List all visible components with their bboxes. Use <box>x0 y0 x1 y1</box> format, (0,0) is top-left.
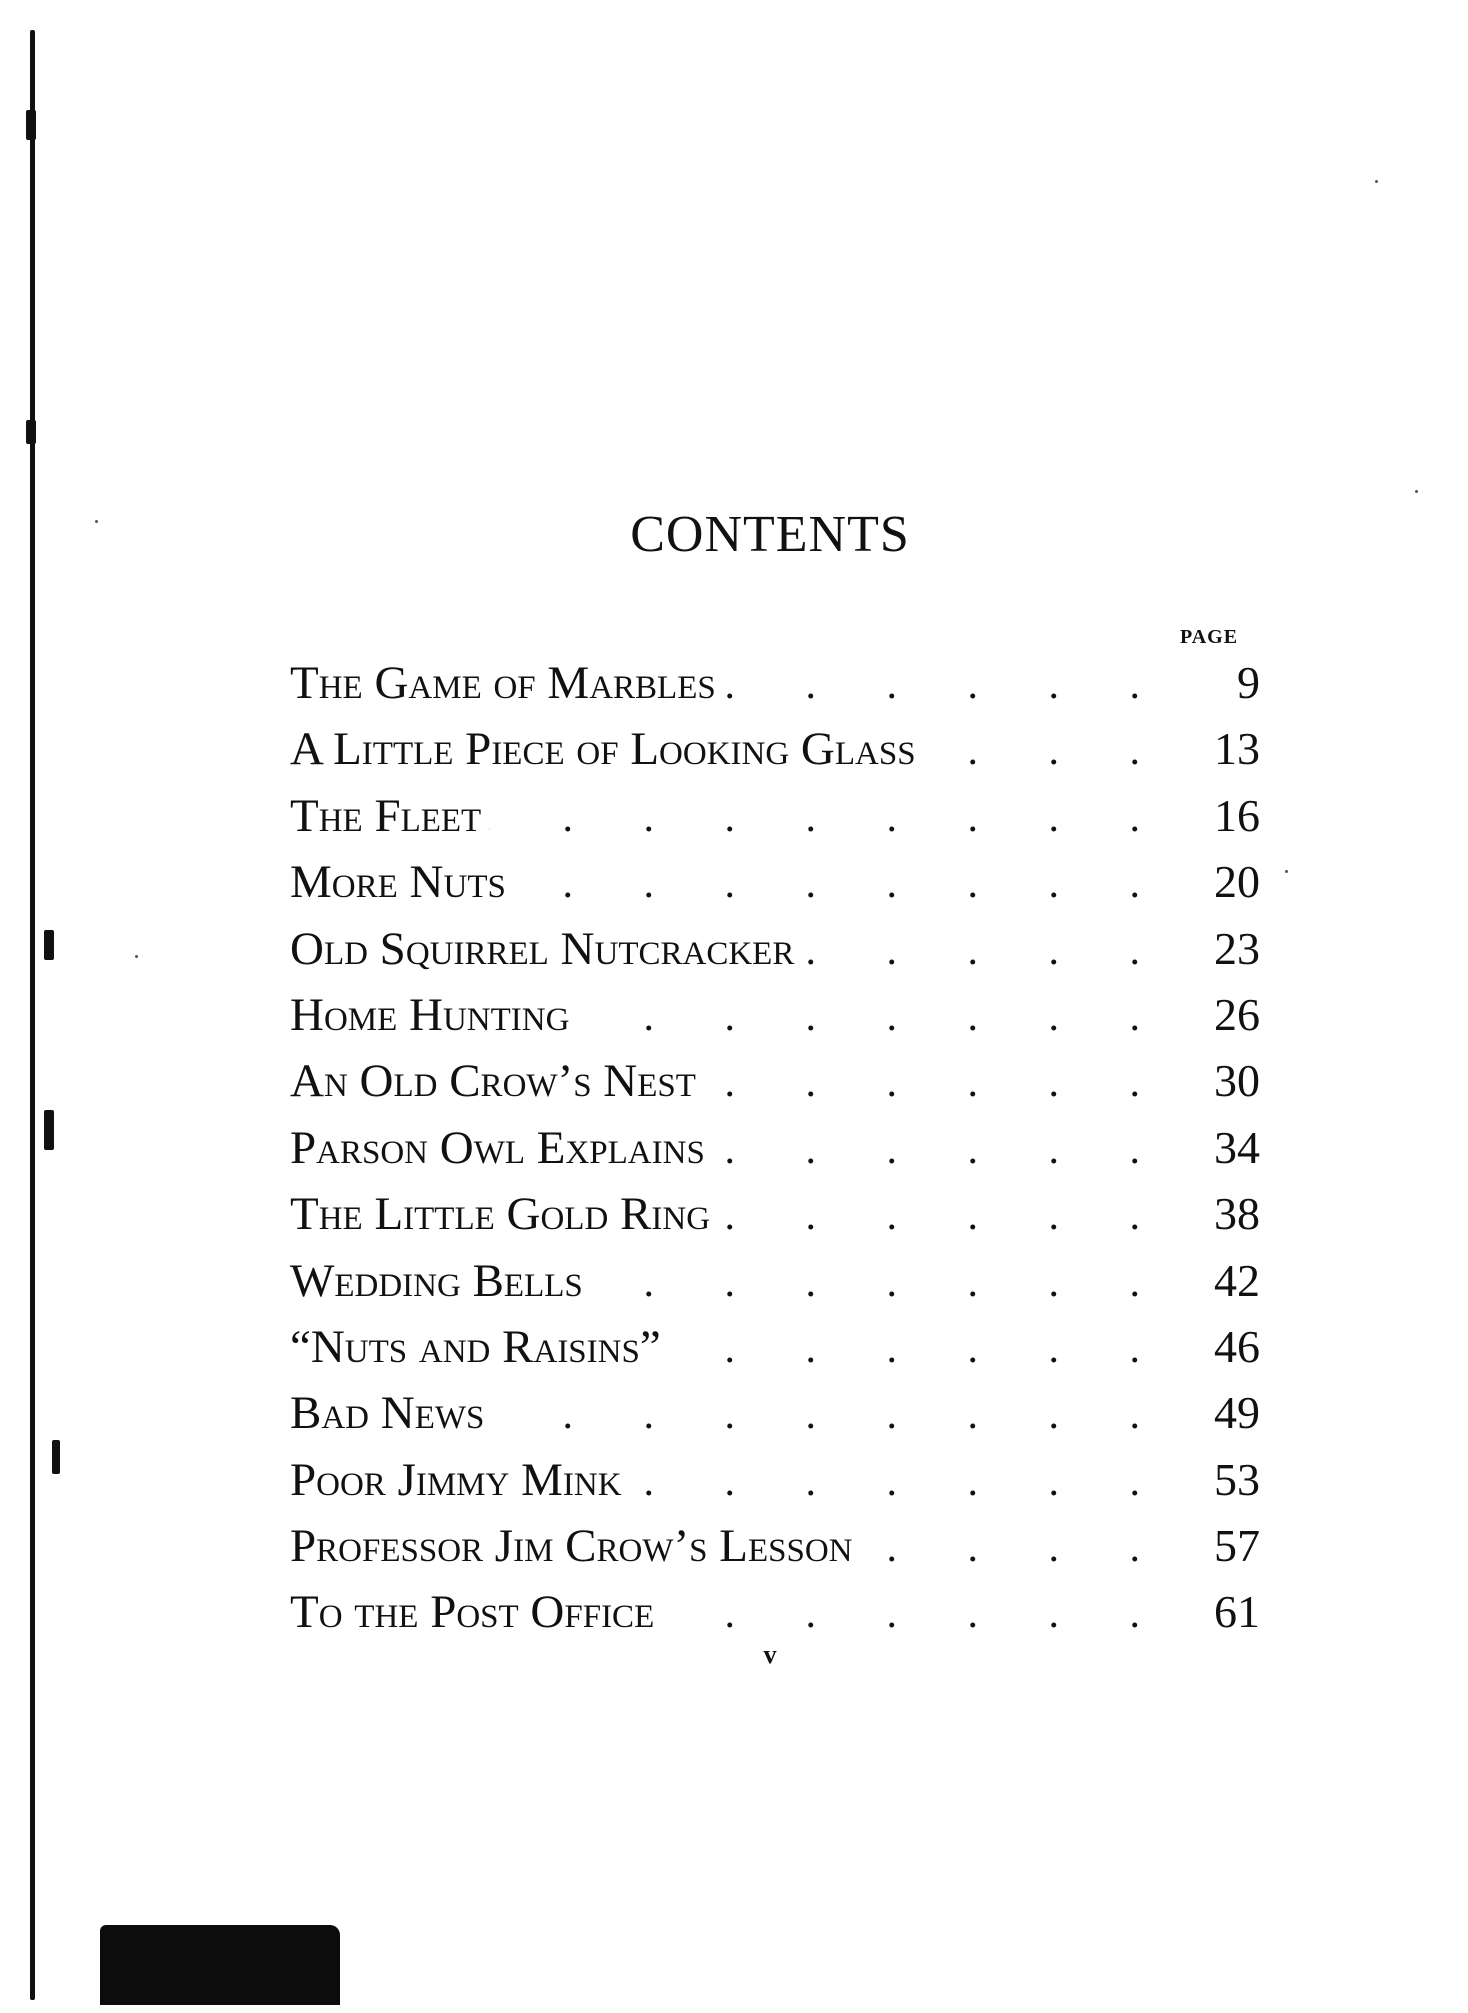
dot-leader <box>669 1316 1170 1382</box>
dot-leader <box>662 1581 1170 1647</box>
toc-entry-title: More Nuts <box>290 856 506 909</box>
toc-entry <box>290 1447 1260 1513</box>
toc-entry-page-number: 23 <box>1214 922 1260 974</box>
toc-entry-title: Wedding Bells <box>290 1254 583 1307</box>
toc-entry-page-number: 30 <box>1214 1055 1260 1107</box>
toc-entry-page-number: 61 <box>1214 1586 1260 1638</box>
dot-leader <box>591 1250 1170 1316</box>
toc-entry-title: To the Post Office <box>290 1586 655 1639</box>
toc-entry <box>290 982 1260 1048</box>
scan-speck <box>1285 870 1288 873</box>
toc-entry-title: A Little Piece of Looking Glass <box>290 723 916 776</box>
scan-speck <box>135 955 138 958</box>
binding-edge-mark <box>52 1440 60 1474</box>
toc-entry-page-number: 38 <box>1214 1188 1260 1240</box>
dot-leader <box>718 1183 1170 1249</box>
toc-entry-title: The Game of Marbles <box>290 657 716 709</box>
toc-entry <box>290 1579 1260 1645</box>
toc-entry <box>290 783 1260 849</box>
toc-entry-page-number: 53 <box>1214 1453 1260 1505</box>
binding-edge-mark <box>44 930 54 960</box>
toc-entry-title: Parson Owl Explains <box>290 1121 705 1174</box>
dot-leader <box>924 718 1170 784</box>
toc-entry-title: The Fleet <box>290 789 482 842</box>
toc-entry <box>290 1248 1260 1314</box>
toc-entry <box>290 1513 1260 1579</box>
toc-entry-page-number: 16 <box>1214 789 1260 841</box>
scan-smudge <box>100 1925 340 2005</box>
toc-entry <box>290 916 1260 982</box>
table-of-contents <box>290 650 1260 1646</box>
binding-edge-mark <box>44 1110 54 1150</box>
dot-leader <box>724 652 1170 718</box>
toc-entry-page-number: 13 <box>1214 723 1260 775</box>
toc-entry <box>290 716 1260 782</box>
page-binding-edge <box>30 30 35 2000</box>
toc-entry <box>290 1314 1260 1380</box>
page-folio: v <box>763 1640 777 1669</box>
toc-entry <box>290 1181 1260 1247</box>
binding-edge-mark <box>26 110 36 140</box>
toc-entry-page-number: 42 <box>1214 1254 1260 1306</box>
toc-entry <box>290 1048 1260 1114</box>
dot-leader <box>489 785 1170 851</box>
toc-entry-title: Home Hunting <box>290 988 570 1041</box>
toc-entry-page-number: 34 <box>1214 1121 1260 1173</box>
toc-entry-page-number: 49 <box>1214 1387 1260 1439</box>
toc-entry-title: Bad News <box>290 1387 485 1440</box>
toc-entry-page-number: 9 <box>1237 657 1260 708</box>
toc-entry-page-number: 46 <box>1214 1320 1260 1372</box>
contents-title: CONTENTS <box>630 506 910 563</box>
dot-leader <box>704 1050 1170 1116</box>
dot-leader <box>514 851 1170 917</box>
dot-leader <box>577 984 1170 1050</box>
dot-leader <box>630 1449 1170 1515</box>
binding-edge-mark <box>26 420 36 444</box>
toc-entry-page-number: 26 <box>1214 988 1260 1040</box>
toc-entry-title: Professor Jim Crow’s Lesson <box>290 1520 853 1573</box>
toc-entry-title: The Little Gold Ring <box>290 1188 711 1241</box>
toc-entry <box>290 650 1260 716</box>
toc-entry-title: An Old Crow’s Nest <box>290 1055 696 1108</box>
toc-entry <box>290 849 1260 915</box>
dot-leader <box>802 918 1170 984</box>
toc-entry-page-number: 20 <box>1214 856 1260 908</box>
dot-leader <box>861 1515 1171 1581</box>
toc-entry-title: Poor Jimmy Mink <box>290 1453 622 1506</box>
scan-speck <box>1375 180 1378 183</box>
page-column-header: PAGE <box>1180 626 1239 648</box>
toc-entry-page-number: 57 <box>1214 1520 1260 1572</box>
toc-entry-title: “Nuts and Raisins” <box>290 1320 661 1373</box>
toc-entry <box>290 1380 1260 1446</box>
toc-entry <box>290 1115 1260 1181</box>
scan-speck <box>1415 490 1418 493</box>
dot-leader <box>713 1117 1170 1183</box>
toc-entry-title: Old Squirrel Nutcracker <box>290 922 795 975</box>
dot-leader <box>492 1382 1170 1448</box>
